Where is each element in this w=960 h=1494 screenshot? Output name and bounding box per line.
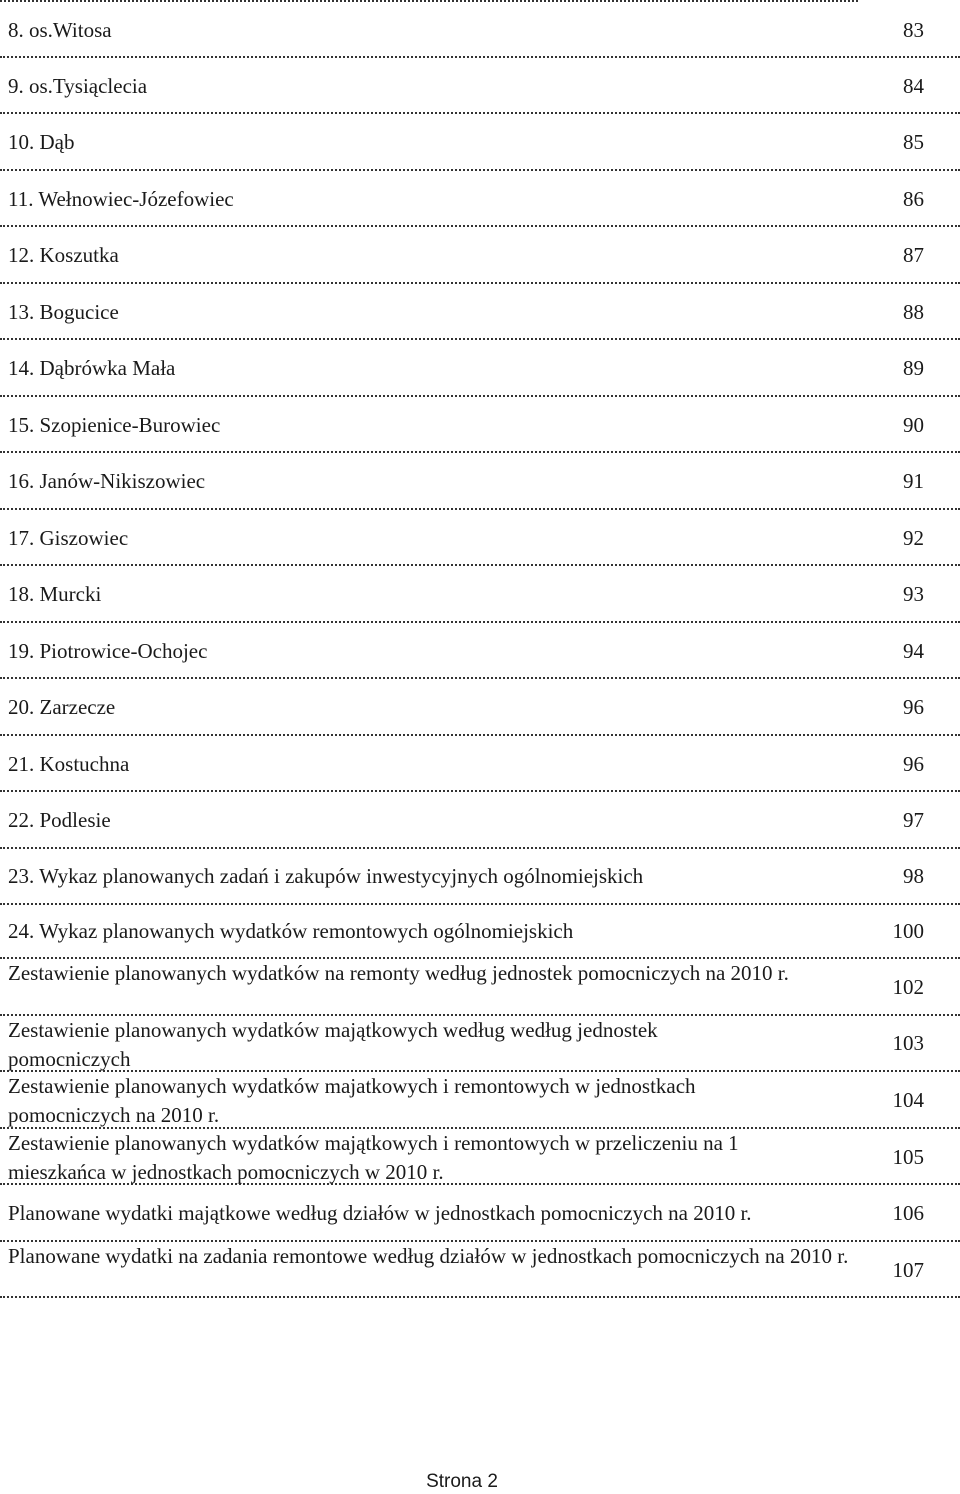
toc-row[interactable] xyxy=(0,1185,960,1242)
toc-row[interactable] xyxy=(0,849,960,905)
toc-entry-title: 8. os.Witosa xyxy=(8,18,112,42)
toc-row[interactable] xyxy=(0,58,960,114)
toc-entry-page: 100 xyxy=(892,919,924,943)
toc-row[interactable] xyxy=(0,171,960,227)
toc-row[interactable] xyxy=(0,1242,960,1298)
toc-entry-title: 9. os.Tysiąclecia xyxy=(8,74,148,98)
toc-entry-title: 14. Dąbrówka Mała xyxy=(8,356,176,380)
toc-entry-page: 96 xyxy=(903,695,924,719)
toc-entry-page: 96 xyxy=(903,752,924,776)
toc-entry-title: 19. Piotrowice-Ochojec xyxy=(8,639,208,663)
toc-entry-title: 15. Szopienice-Burowiec xyxy=(8,413,221,437)
toc-entry-title: 13. Bogucice xyxy=(8,300,119,324)
page-number-label: Strona 2 xyxy=(426,1471,498,1492)
toc-entry-title: Planowane wydatki majątkowe według działów w jednostkach pomocniczych na 2010 r. xyxy=(8,1201,752,1225)
toc-row[interactable] xyxy=(0,453,960,510)
toc-entry-page: 103 xyxy=(892,1031,924,1055)
toc-entry-page: 105 xyxy=(892,1145,924,1169)
toc-entry-title: 11. Wełnowiec-Józefowiec xyxy=(8,187,234,211)
toc-entry-title: Zestawienie planowanych wydatków majatkowych i remontowych w jednostkach pomocniczych na 2010 r. xyxy=(8,1074,696,1127)
toc-entry-title: 20. Zarzecze xyxy=(8,695,116,719)
toc-entry-page: 107 xyxy=(892,1258,924,1282)
toc-entry-title: 10. Dąb xyxy=(8,130,75,154)
toc-entry-page: 97 xyxy=(903,808,924,832)
toc-entry-page: 86 xyxy=(903,187,924,211)
toc-entry-page: 94 xyxy=(903,639,924,663)
toc-row[interactable] xyxy=(0,340,960,397)
toc-entry-title: Zestawienie planowanych wydatków majątkowych i remontowych w przeliczeniu na 1 mieszkańca w jednostkach pomocniczych w 2010 r. xyxy=(8,1131,739,1184)
toc-row[interactable] xyxy=(0,679,960,736)
toc-entry-page: 92 xyxy=(903,526,924,550)
toc-row[interactable] xyxy=(0,1072,960,1129)
toc-entry-page: 88 xyxy=(903,300,924,324)
toc-row[interactable] xyxy=(0,566,960,623)
toc-entry-page: 89 xyxy=(903,356,924,380)
toc-entry-title: 12. Koszutka xyxy=(8,243,119,267)
toc-entry-title: 18. Murcki xyxy=(8,582,102,606)
toc-row[interactable] xyxy=(0,623,960,679)
toc-entry-page: 98 xyxy=(903,864,924,888)
toc-entry-page: 104 xyxy=(892,1088,924,1112)
page-footer xyxy=(0,1470,924,1494)
toc-entry-title: Zestawienie planowanych wydatków na remonty według jednostek pomocniczych na 2010 r. xyxy=(8,961,789,985)
toc-entry-page: 83 xyxy=(903,18,924,42)
toc-entry-title: Planowane wydatki na zadania remontowe według działów w jednostkach pomocniczych na 2010 r. xyxy=(8,1244,849,1268)
toc-entry-page: 102 xyxy=(892,975,924,999)
toc-row[interactable] xyxy=(0,397,960,453)
toc-entry-title: 21. Kostuchna xyxy=(8,752,130,776)
toc-row[interactable] xyxy=(0,510,960,566)
toc-row[interactable] xyxy=(0,959,960,1016)
toc-entry-page: 106 xyxy=(892,1201,924,1225)
toc-entry-title: 16. Janów-Nikiszowiec xyxy=(8,469,206,493)
toc-entry-title: 22. Podlesie xyxy=(8,808,111,832)
toc-entry-title: Zestawienie planowanych wydatków majątkowych według według jednostek pomocniczych xyxy=(8,1018,658,1071)
toc-entry-page: 85 xyxy=(903,130,924,154)
toc-entry-page: 87 xyxy=(903,243,924,267)
toc-row[interactable] xyxy=(0,792,960,849)
toc-row[interactable] xyxy=(0,1129,960,1185)
toc-entry-page: 93 xyxy=(903,582,924,606)
toc-row[interactable] xyxy=(0,736,960,792)
toc-row[interactable] xyxy=(0,1016,960,1072)
toc-row[interactable] xyxy=(0,227,960,284)
toc-entry-title: 17. Giszowiec xyxy=(8,526,129,550)
toc-entry-page: 91 xyxy=(903,469,924,493)
toc-row[interactable] xyxy=(0,114,960,171)
toc-entry-page: 84 xyxy=(903,74,924,98)
toc-row[interactable] xyxy=(0,284,960,340)
toc-row[interactable] xyxy=(0,0,960,58)
toc-entry-page: 90 xyxy=(903,413,924,437)
toc-entry-title: 24. Wykaz planowanych wydatków remontowych ogólnomiejskich xyxy=(8,919,574,943)
toc-entry-title: 23. Wykaz planowanych zadań i zakupów inwestycyjnych ogólnomiejskich xyxy=(8,864,644,888)
toc-row[interactable] xyxy=(0,905,960,959)
